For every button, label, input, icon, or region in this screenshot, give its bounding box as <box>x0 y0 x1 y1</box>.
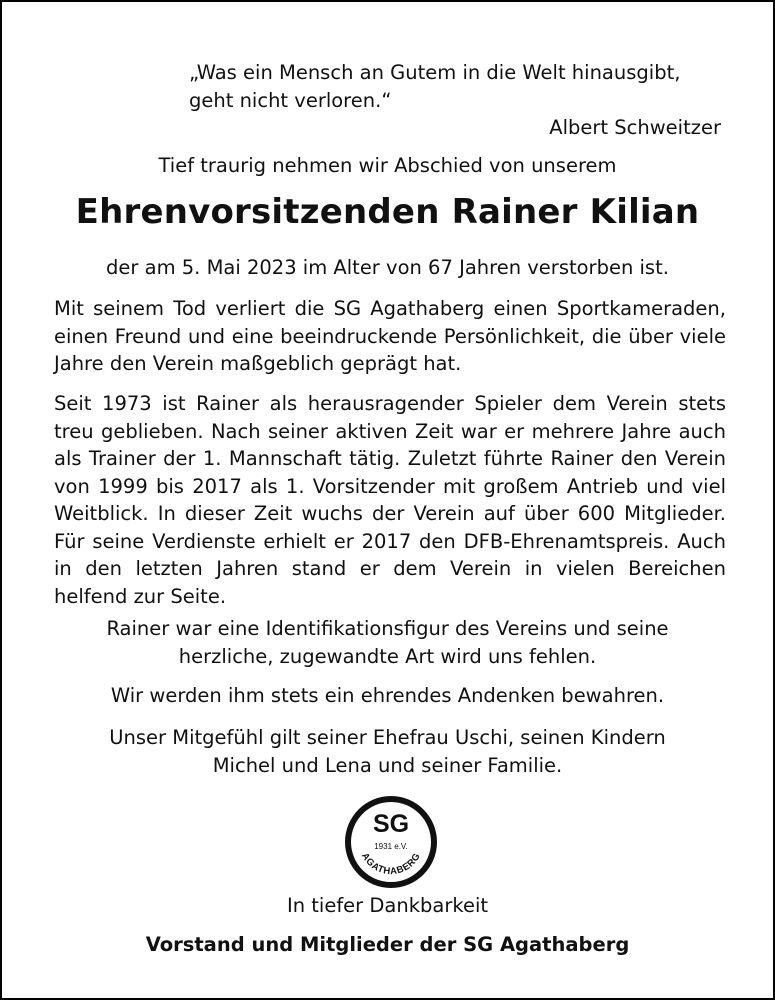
thanks-line: In tiefer Dankbarkeit <box>286 894 489 917</box>
logo-club-name: AGATHABERG <box>359 851 423 878</box>
closing-condolence-line-1: Unser Mitgefühl gilt seiner Ehefrau Uschi, seinen Kindern <box>109 726 666 749</box>
paragraph-tribute: Mit seinem Tod verliert die SG Agathaberg einen Sportkameraden, einen Freund und eine beeindruckende Persönlichkeit, die über viele Jahre den Verein maßgeblich geprägt hat. <box>54 297 726 375</box>
logo-initials: SG <box>372 810 410 838</box>
signature: Vorstand und Mitglieder der SG Agathaberg <box>145 933 630 956</box>
quote-author: Albert Schweitzer <box>549 116 721 139</box>
quote-line-1: „Was ein Mensch an Gutem in die Welt hinausgibt, <box>189 61 681 84</box>
closing-identification-line-2: herzliche, zugewandte Art wird uns fehlen. <box>178 645 597 668</box>
closing-condolence-line-2: Michel und Lena und seiner Familie. <box>212 754 563 777</box>
death-info: der am 5. Mai 2023 im Alter von 67 Jahren verstorben ist. <box>106 256 669 279</box>
quote-line-2: geht nicht verloren.“ <box>189 89 392 112</box>
closing-identification-line-1: Rainer war eine Identifikationsfigur des Vereins und seine <box>106 617 669 640</box>
closing-remembrance: Wir werden ihm stets ein ehrendes Andenken bewahren. <box>110 684 665 707</box>
quote <box>189 59 729 115</box>
closing-condolence <box>2 724 773 780</box>
intro-line: Tief traurig nehmen wir Abschied von unserem <box>158 154 617 177</box>
paragraph-biography: Seit 1973 ist Rainer als herausragender Spieler dem Verein stets treu geblieben. Nach seiner aktiven Zeit war er mehrere Jahre auch als Trainer der 1. Mannschaft tätig. Zuletzt führte Rainer den Verein von 1999 bis 2017 als 1. Vorsitzender mit großem Antrieb und viel Weitblick. In dieser Zeit wuchs der Verein auf über 600 Mitglieder. Für seine Verdienste erhielt er 2017 den DFB-Ehrenamtspreis. Auch in den letzten Jahren stand er dem Verein in vielen Bereichen helfend zur Seite. <box>54 392 726 608</box>
closing-identification <box>2 615 773 671</box>
logo-founded: 1931 e.V. <box>374 842 408 851</box>
club-logo <box>343 794 439 890</box>
deceased-name: Ehrenvorsitzenden Rainer Kilian <box>75 192 700 232</box>
